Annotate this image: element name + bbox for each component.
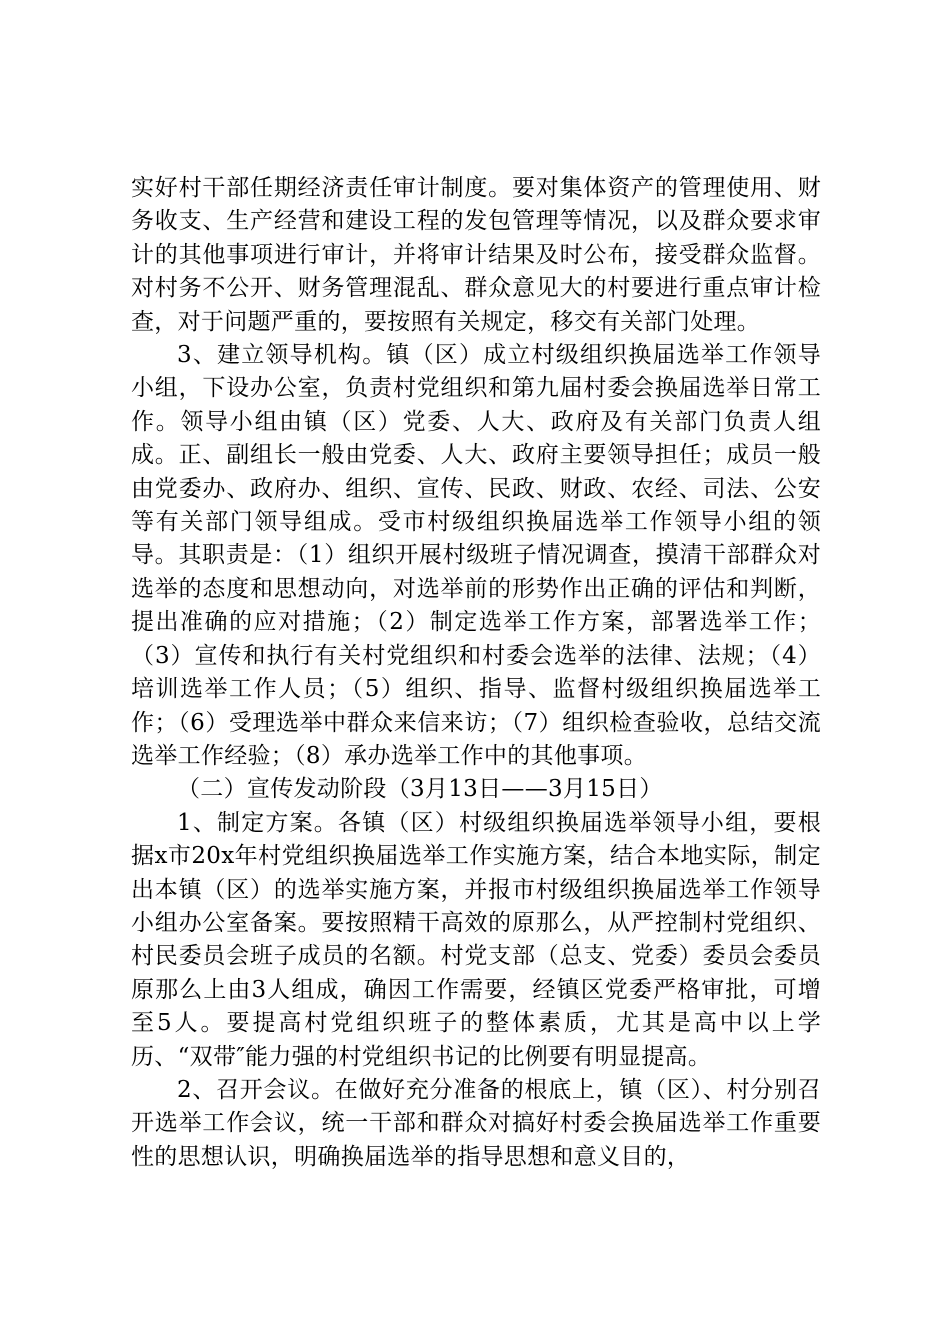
document-page	[131, 172, 821, 1174]
section-heading-publicity-stage: （二）宣传发动阶段（3月13日——3月15日）	[177, 776, 663, 803]
paragraph-formulate-plan: 1、制定方案。各镇（区）村级组织换届选举领导小组，要根据x市20x年村党组织换届选举工作实施方案，结合本地实际，制定出本镇（区）的选举实施方案，并报市村级组织换届选举工作领导小组办公室备案。要按照精干高效的原那么，从严控制村党组织、村民委员会班子成员的名额。村党支部（总支、党委）委员会委员原那么上由3人组成，确因工作需要，经镇区党委严格审批，可增至5人。要提高村党组织班子的整体素质，尤其是高中以上学历、“双带″能力强的村党组织书记的比例要有明显提高。	[131, 809, 821, 1070]
paragraph-audit: 实好村干部任期经济责任审计制度。要对集体资产的管理使用、财务收支、生产经营和建设工程的发包管理等情况，以及群众要求审计的其他事项进行审计，并将审计结果及时公布，接受群众监督。对村务不公开、财务管理混乱、群众意见大的村要进行重点审计检查，对于问题严重的，要按照有关规定，移交有关部门处理。	[131, 175, 821, 335]
paragraph-leadership-body: 3、建立领导机构。镇（区）成立村级组织换届选举工作领导小组，下设办公室，负责村党组织和第九届村委会换届选举日常工作。领导小组由镇（区）党委、人大、政府及有关部门负责人组成。正、副组长一般由党委、人大、政府主要领导担任；成员一般由党委办、政府办、组织、宣传、民政、财政、农经、司法、公安等有关部门领导组成。受市村级组织换届选举工作领导小组的领导。其职责是：（1）组织开展村级班子情况调查，摸清干部群众对选举的态度和思想动向，对选举前的形势作出正确的评估和判断，提出准确的应对措施；（2）制定选举工作方案，部署选举工作；（3）宣传和执行有关村党组织和村委会选举的法律、法规；（4）培训选举工作人员；（5）组织、指导、监督村级组织换届选举工作；（6）受理选举中群众来信来访；（7）组织检查验收，总结交流选举工作经验；（8）承办选举工作中的其他事项。	[131, 342, 821, 769]
paragraph-hold-meetings: 2、召开会议。在做好充分准备的根底上，镇（区）、村分别召开选举工作会议，统一干部和群众对搞好村委会换届选举工作重要性的思想认识，明确换届选举的指导思想和意义目的，	[131, 1076, 821, 1170]
